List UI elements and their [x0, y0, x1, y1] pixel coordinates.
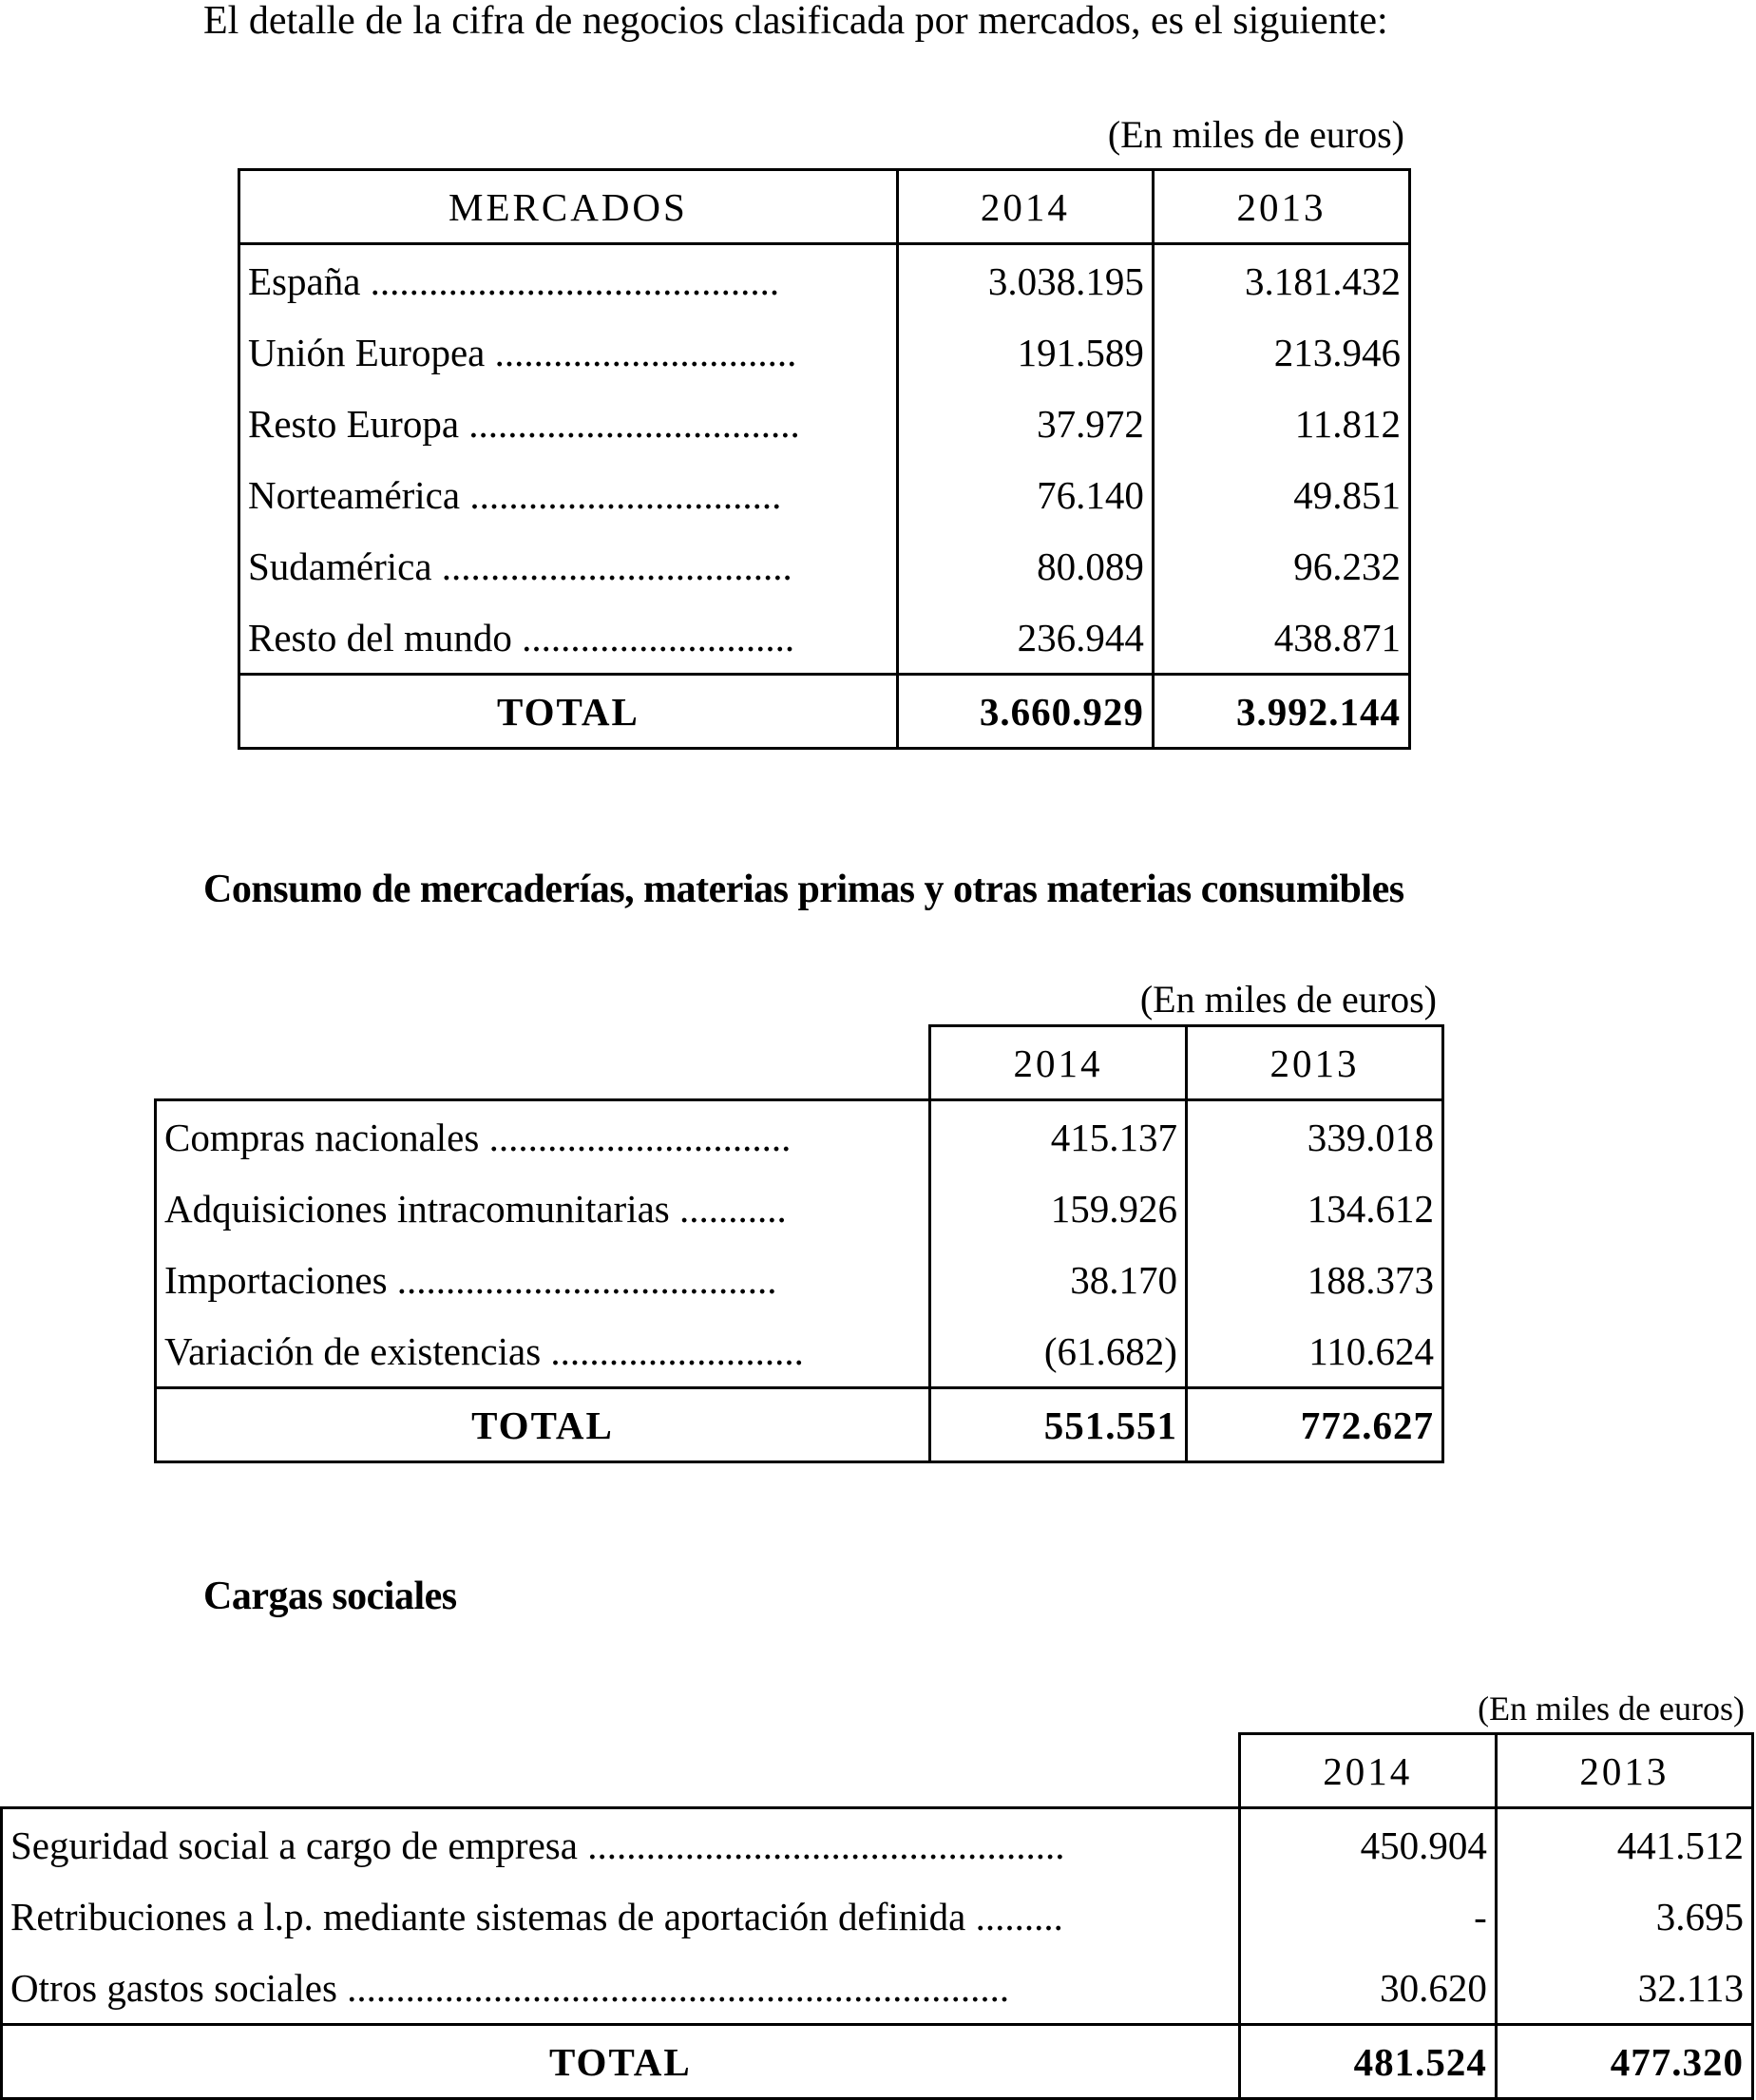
row-value-2014: 38.170 — [929, 1244, 1186, 1315]
row-label-text: Unión Europea — [248, 330, 486, 374]
row-label-text: Variación de existencias — [164, 1328, 542, 1373]
total-row — [239, 675, 1410, 749]
row-label-text: Resto del mundo — [248, 615, 512, 659]
consumo-table — [154, 1024, 1444, 1463]
table-row — [239, 459, 1410, 530]
row-label — [2, 1952, 1240, 2025]
consumo-heading: Consumo de mercaderías, materias primas y otras materias consumibles — [203, 868, 1404, 911]
header-empty-cell — [156, 1026, 930, 1100]
dot-leader: ................................................. — [587, 1823, 1065, 1867]
dot-leader: ................................ — [469, 472, 782, 517]
row-label-text: Otros gastos sociales — [10, 1965, 337, 2010]
row-value-2013: 441.512 — [1496, 1808, 1752, 1881]
row-label — [156, 1100, 930, 1174]
header-empty-cell — [2, 1734, 1240, 1808]
row-label — [239, 388, 898, 459]
row-value-2013: 134.612 — [1186, 1173, 1442, 1244]
row-label — [156, 1173, 930, 1244]
dot-leader: .................................................................... — [347, 1965, 1010, 2010]
row-label-text: Seguridad social a cargo de empresa — [10, 1823, 578, 1867]
row-label — [156, 1315, 930, 1388]
row-value-2014: 236.944 — [897, 601, 1153, 675]
cargas-heading: Cargas sociales — [203, 1575, 457, 1618]
dot-leader: ....................................... — [396, 1257, 777, 1302]
row-value-2013: 32.113 — [1496, 1952, 1752, 2025]
dot-leader: ........... — [679, 1186, 787, 1231]
total-label: TOTAL — [156, 1388, 930, 1462]
market-header-2013: 2013 — [1153, 170, 1409, 244]
total-row — [156, 1388, 1443, 1462]
row-value-2013: 11.812 — [1153, 388, 1409, 459]
row-value-2014: 415.137 — [929, 1100, 1186, 1174]
consumo-header-2014: 2014 — [929, 1026, 1186, 1100]
consumo-header-row — [156, 1026, 1443, 1100]
row-value-2014: 159.926 — [929, 1173, 1186, 1244]
row-label-text: Retribuciones a l.p. mediante sistemas de aportación definida — [10, 1894, 966, 1938]
row-label-text: Importaciones — [164, 1257, 388, 1302]
row-value-2014: (61.682) — [929, 1315, 1186, 1388]
row-value-2013: 96.232 — [1153, 530, 1409, 601]
row-label — [2, 1808, 1240, 1881]
dot-leader: .......................... — [550, 1328, 804, 1373]
row-label — [239, 459, 898, 530]
table-row — [239, 244, 1410, 317]
row-label-text: Resto Europa — [248, 401, 460, 446]
row-value-2013: 3.695 — [1496, 1880, 1752, 1952]
table-row — [156, 1100, 1443, 1174]
total-value-2014: 551.551 — [929, 1388, 1186, 1462]
cargas-table — [0, 1732, 1754, 2100]
row-label-text: España — [248, 258, 361, 303]
table-row — [156, 1315, 1443, 1388]
cargas-units-note: (En miles de euros) — [1478, 1690, 1745, 1728]
row-label-text: Sudamérica — [248, 544, 432, 588]
row-label — [239, 530, 898, 601]
total-label: TOTAL — [239, 675, 898, 749]
market-header-label: MERCADOS — [239, 170, 898, 244]
row-value-2013: 188.373 — [1186, 1244, 1442, 1315]
row-value-2013: 339.018 — [1186, 1100, 1442, 1174]
table-row — [2, 1808, 1753, 1881]
row-value-2014: 80.089 — [897, 530, 1153, 601]
consumo-units-note: (En miles de euros) — [1139, 978, 1437, 1021]
row-label — [156, 1244, 930, 1315]
table-row — [239, 530, 1410, 601]
total-value-2013: 477.320 — [1496, 2025, 1752, 2099]
row-label — [2, 1880, 1240, 1952]
row-label-text: Compras nacionales — [164, 1115, 480, 1159]
row-value-2014: - — [1239, 1880, 1496, 1952]
cargas-header-row — [2, 1734, 1753, 1808]
total-value-2013: 3.992.144 — [1153, 675, 1409, 749]
table-row — [156, 1173, 1443, 1244]
table-row — [239, 388, 1410, 459]
cargas-header-2013: 2013 — [1496, 1734, 1752, 1808]
row-value-2014: 450.904 — [1239, 1808, 1496, 1881]
dot-leader: .......................................... — [370, 258, 780, 303]
table-row — [156, 1244, 1443, 1315]
market-header-row — [239, 170, 1410, 244]
row-value-2014: 30.620 — [1239, 1952, 1496, 2025]
row-label-text: Norteamérica — [248, 472, 461, 517]
table-row — [239, 316, 1410, 388]
dot-leader: ......... — [975, 1894, 1063, 1938]
dot-leader: ............................... — [494, 330, 797, 374]
market-header-2014: 2014 — [897, 170, 1153, 244]
dot-leader: .................................. — [468, 401, 800, 446]
row-value-2014: 76.140 — [897, 459, 1153, 530]
row-value-2013: 110.624 — [1186, 1315, 1442, 1388]
table-row — [2, 1952, 1753, 2025]
row-label — [239, 316, 898, 388]
total-label: TOTAL — [2, 2025, 1240, 2099]
consumo-header-2013: 2013 — [1186, 1026, 1442, 1100]
row-value-2014: 191.589 — [897, 316, 1153, 388]
total-value-2014: 3.660.929 — [897, 675, 1153, 749]
table-row — [239, 601, 1410, 675]
total-row — [2, 2025, 1753, 2099]
dot-leader: ............................ — [522, 615, 795, 659]
total-value-2013: 772.627 — [1186, 1388, 1442, 1462]
cargas-header-2014: 2014 — [1239, 1734, 1496, 1808]
row-value-2013: 213.946 — [1153, 316, 1409, 388]
row-label — [239, 601, 898, 675]
row-value-2014: 37.972 — [897, 388, 1153, 459]
row-value-2013: 438.871 — [1153, 601, 1409, 675]
row-value-2014: 3.038.195 — [897, 244, 1153, 317]
market-table — [238, 168, 1411, 750]
row-value-2013: 49.851 — [1153, 459, 1409, 530]
row-label-text: Adquisiciones intracomunitarias — [164, 1186, 670, 1231]
dot-leader: ............................... — [488, 1115, 792, 1159]
total-value-2014: 481.524 — [1239, 2025, 1496, 2099]
row-label — [239, 244, 898, 317]
row-value-2013: 3.181.432 — [1153, 244, 1409, 317]
market-units-note: (En miles de euros) — [1107, 113, 1404, 156]
intro-text: El detalle de la cifra de negocios clasificada por mercados, es el siguiente: — [203, 0, 1388, 43]
table-row — [2, 1880, 1753, 1952]
dot-leader: .................................... — [441, 544, 792, 588]
